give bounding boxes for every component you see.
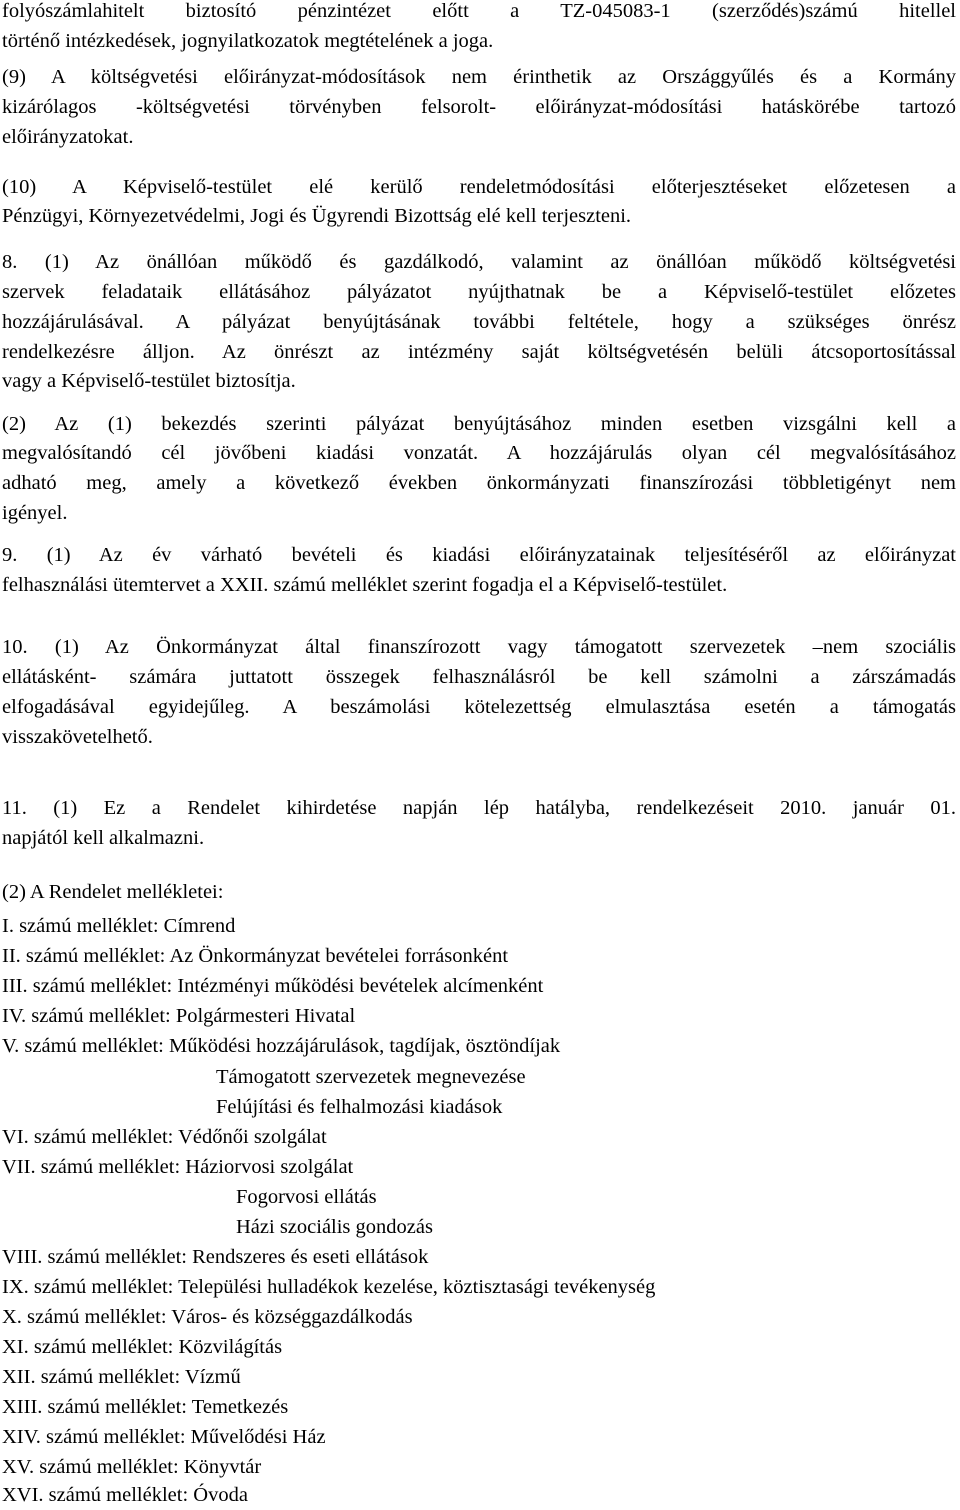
section-11-line: 11. (1) Ez a Rendelet kihirdetése napján lép hatályba, rendelkezéseit 2010. január 01.	[2, 797, 956, 819]
section-8-line: hozzájárulásával. A pályázat benyújtásának további feltétele, hogy a szükséges önrész	[2, 311, 956, 333]
section-8-line: 8. (1) Az önállóan működő és gazdálkodó, valamint az önállóan működő költségvetési	[2, 251, 956, 273]
paragraph-line: kizárólagos -költségvetési törvényben felsorolt- előirányzat-módosítási hatáskörébe tartozó	[2, 96, 956, 118]
annex-heading: (2) A Rendelet mellékletei:	[2, 881, 224, 903]
annex-item: XI. számú melléklet: Közvilágítás	[2, 1336, 283, 1358]
annex-item: IV. számú melléklet: Polgármesteri Hivatal	[2, 1005, 356, 1027]
annex-item: X. számú melléklet: Város- és községgazdálkodás	[2, 1306, 413, 1328]
paragraph-line: előirányzatokat.	[2, 126, 134, 148]
section-9-line: 9. (1) Az év várható bevételi és kiadási előirányzatainak teljesítéséről az előirányzat	[2, 544, 956, 566]
annex-item: II. számú melléklet: Az Önkormányzat bevételei forrásonként	[2, 945, 509, 967]
annex-subitem: Fogorvosi ellátás	[236, 1186, 377, 1208]
paragraph-line: (9) A költségvetési előirányzat-módosítások nem érinthetik az Országgyűlés és a Kormány	[2, 66, 956, 88]
paragraph-line: Pénzügyi, Környezetvédelmi, Jogi és Ügyrendi Bizottság elé kell terjeszteni.	[2, 205, 632, 227]
section-10-line: elfogadásával egyidejűleg. A beszámolási kötelezettség elmulasztása esetén a támogatás	[2, 696, 956, 718]
section-8-line: vagy a Képviselő-testület biztosítja.	[2, 370, 296, 392]
section-11-line: napjától kell alkalmazni.	[2, 827, 205, 849]
annex-item: XIII. számú melléklet: Temetkezés	[2, 1396, 289, 1418]
section-10-line: 10. (1) Az Önkormányzat által finanszírozott vagy támogatott szervezetek –nem szociális	[2, 636, 956, 658]
section-8-line: szervek feladataik ellátásához pályázatot nyújthatnak be a Képviselő-testület előzetes	[2, 281, 956, 303]
annex-item: VI. számú melléklet: Védőnői szolgálat	[2, 1126, 327, 1148]
annex-item: I. számú melléklet: Címrend	[2, 915, 236, 937]
section-8-line: megvalósítandó cél jövőbeni kiadási vonzatát. A hozzájárulás olyan cél megvalósításához	[2, 442, 956, 464]
section-10-line: ellátásként- számára juttatott összegek felhasználásról be kell számolni a zárszámadás	[2, 666, 956, 688]
section-8-line: rendelkezésre álljon. Az önrészt az intézmény saját költségvetésén belüli átcsoportosítással	[2, 341, 956, 363]
annex-subitem: Támogatott szervezetek megnevezése	[216, 1066, 526, 1088]
annex-item: III. számú melléklet: Intézményi működési bevételek alcímenként	[2, 975, 544, 997]
annex-item: VII. számú melléklet: Háziorvosi szolgálat	[2, 1156, 354, 1178]
paragraph-line: (10) A Képviselő-testület elé kerülő rendeletmódosítási előterjesztéseket előzetesen a	[2, 176, 956, 198]
section-8-line: adható meg, amely a következő években önkormányzati finanszírozási többletigényt nem	[2, 472, 956, 494]
annex-item: XII. számú melléklet: Vízmű	[2, 1366, 241, 1388]
section-10-line: visszakövetelhető.	[2, 726, 153, 748]
paragraph-line: folyószámlahitelt biztosító pénzintézet előtt a TZ-045083-1 (szerződés)számú hitellel	[2, 0, 956, 22]
annex-item: XIV. számú melléklet: Művelődési Ház	[2, 1426, 326, 1448]
paragraph-line: történő intézkedések, jognyilatkozatok megtételének a joga.	[2, 30, 494, 52]
annex-subitem: Házi szociális gondozás	[236, 1216, 433, 1238]
annex-subitem: Felújítási és felhalmozási kiadások	[216, 1096, 503, 1118]
section-9-line: felhasználási ütemtervet a XXII. számú melléklet szerint fogadja el a Képviselő-testület.	[2, 574, 728, 596]
annex-item: IX. számú melléklet: Települési hulladékok kezelése, köztisztasági tevékenység	[2, 1276, 656, 1298]
annex-item: XVI. számú melléklet: Óvoda	[2, 1484, 248, 1506]
annex-item: V. számú melléklet: Működési hozzájárulások, tagdíjak, ösztöndíjak	[2, 1035, 561, 1057]
section-8-line: (2) Az (1) bekezdés szerinti pályázat benyújtásához minden esetben vizsgálni kell a	[2, 413, 956, 435]
annex-item: VIII. számú melléklet: Rendszeres és eseti ellátások	[2, 1246, 429, 1268]
section-8-line: igényel.	[2, 502, 68, 524]
annex-item: XV. számú melléklet: Könyvtár	[2, 1456, 262, 1478]
